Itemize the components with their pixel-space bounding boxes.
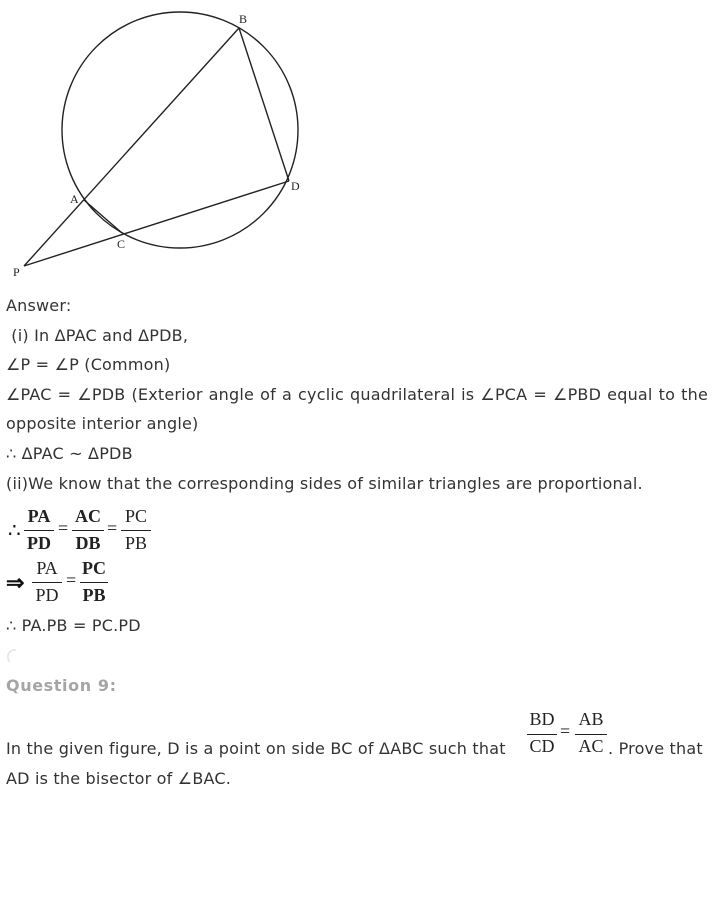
segment-PD [24, 181, 289, 266]
denominator: DB [75, 533, 101, 553]
fraction-bar [80, 582, 108, 583]
equals-sign: = [107, 518, 118, 538]
faint-arc-mark [4, 648, 20, 666]
numerator: PC [82, 558, 106, 578]
numerator: PA [27, 506, 51, 526]
implies-symbol: ⇒ [6, 570, 25, 595]
equals-sign: = [560, 721, 571, 741]
question-9-text-before: In the given figure, D is a point on side BC of ΔABC such that [6, 739, 506, 758]
fraction-pa-pd [32, 558, 62, 606]
fraction-bd-cd [527, 709, 557, 761]
fraction-pc-pb [80, 558, 108, 606]
label-P: P [13, 265, 20, 279]
question-9-line-2: AD is the bisector of ∠BAC. [6, 769, 232, 788]
equals-sign: = [66, 570, 77, 590]
denominator: PB [124, 533, 148, 553]
label-C: C [117, 237, 126, 251]
label-B: B [239, 12, 248, 26]
numerator: AC [75, 506, 101, 526]
exterior-angle-line-2: opposite interior angle) [6, 414, 199, 433]
numerator: AB [578, 709, 604, 729]
fraction-bar [121, 530, 151, 531]
segment-AC [84, 200, 122, 233]
part2-intro: (ii)We know that the corresponding sides of similar triangles are proportional. [6, 474, 643, 493]
denominator: AC [578, 736, 604, 756]
question-9-heading: Question 9: [6, 676, 117, 695]
fraction-bar [72, 530, 104, 531]
fraction-pa-pd [24, 506, 54, 554]
fraction-bar [24, 530, 54, 531]
segment-PB [24, 28, 239, 266]
conclusion: ∴ PA.PB = PC.PD [6, 616, 141, 635]
question-9-text-after: . Prove that [608, 739, 703, 758]
denominator: PD [27, 533, 51, 553]
circle [62, 12, 298, 248]
label-D: D [291, 179, 300, 193]
segment-BD [239, 28, 289, 181]
exterior-angle-line-1: ∠PAC = ∠PDB (Exterior angle of a cyclic quadrilateral is ∠PCA = ∠PBD equal to the [6, 385, 708, 404]
denominator: PD [35, 585, 59, 605]
fraction-pc-pb [121, 506, 151, 554]
part1-intro: (i) In ΔPAC and ΔPDB, [6, 326, 189, 345]
angle-common: ∠P = ∠P (Common) [6, 355, 171, 374]
equals-sign: = [58, 518, 69, 538]
numerator: PC [124, 506, 148, 526]
denominator: CD [529, 736, 555, 756]
fraction-bar [32, 582, 62, 583]
fraction-ac-db [72, 506, 104, 554]
fraction-bar [575, 734, 607, 735]
fraction-bar [527, 734, 557, 735]
circle-figure [0, 0, 718, 290]
answer-heading: Answer: [6, 296, 72, 315]
label-A: A [70, 192, 79, 206]
similar-statement: ∴ ΔPAC ~ ΔPDB [6, 444, 133, 463]
denominator: PB [82, 585, 106, 605]
numerator: PA [36, 558, 58, 578]
fraction-ab-ac [575, 709, 607, 761]
therefore-symbol: ∴ [8, 520, 21, 542]
numerator: BD [529, 709, 555, 729]
